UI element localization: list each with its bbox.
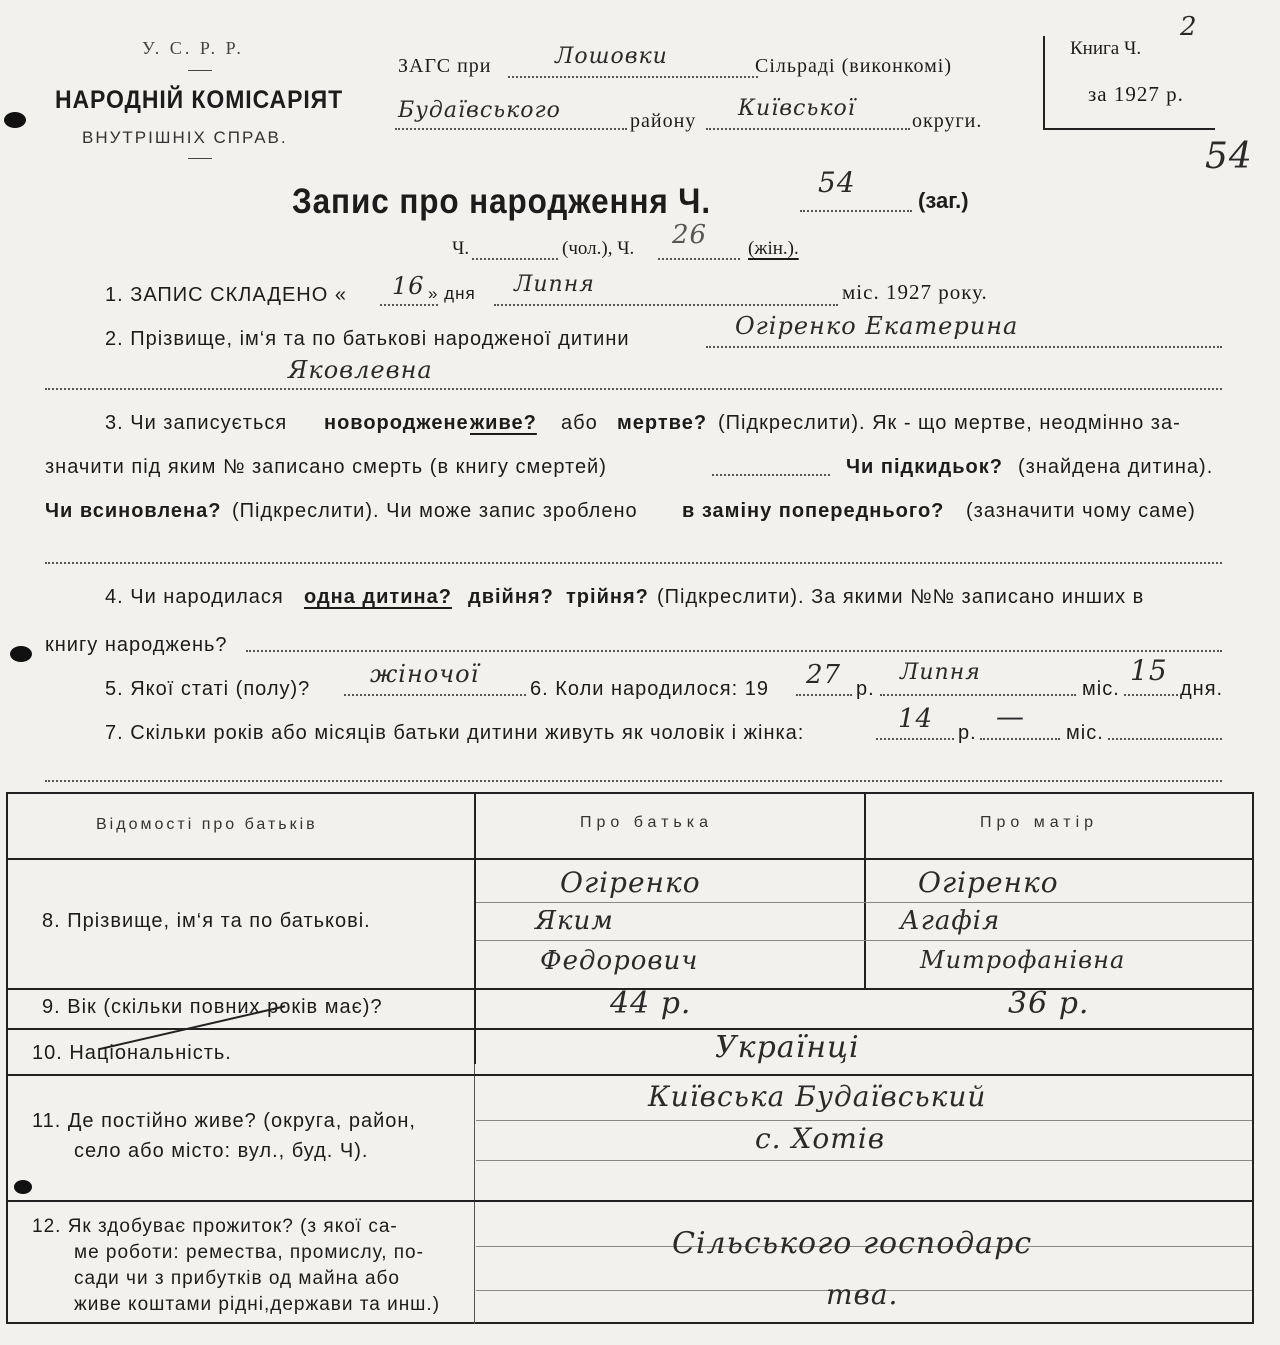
q1-tail: міс. 1927 року. — [842, 280, 988, 304]
village-suffix: Сільраді (виконкомі) — [755, 55, 953, 77]
q3-line2-c: (знайдена дитина). — [1018, 456, 1214, 478]
male-prefix: Ч. — [452, 238, 470, 259]
republic-label: У. С. Р. Р. — [142, 38, 244, 58]
birth-month-handwritten: Липня — [900, 660, 981, 685]
q10-label: 10. Національність. — [32, 1042, 232, 1064]
mother-age-handwritten: 36 р. — [1008, 986, 1090, 1021]
q3-line2-a: значити під яким № записано смерть (в книгу смертей) — [45, 456, 607, 478]
divider — [188, 70, 212, 71]
q6-mis-label: міс. — [1082, 678, 1120, 700]
table-header-info: Відомості про батьків — [96, 816, 318, 833]
q1-day-suffix: » дня — [428, 284, 476, 303]
mother-patronymic-handwritten: Митрофанівна — [920, 946, 1126, 974]
q4-line2: книгу народжень? — [45, 634, 228, 656]
q4-opt-one: одна дитина? — [304, 586, 452, 608]
father-age-handwritten: 44 р. — [610, 986, 692, 1021]
record-title: Запис про народження Ч. — [292, 182, 711, 221]
zags-prefix: ЗАГС при — [398, 55, 492, 77]
q3-foundling: Чи підкидьок? — [846, 456, 1003, 478]
q4-opt-two: двійня? — [468, 586, 554, 608]
birth-year-handwritten: 27 — [806, 660, 842, 690]
q6-label: 6. Коли народилося: 19 — [530, 678, 769, 700]
district-handwritten: Будаївського — [398, 98, 561, 123]
q11-label-2: село або місто: вул., буд. Ч). — [74, 1140, 369, 1162]
occupation-handwritten-1: Сільського господарс — [672, 1226, 1033, 1261]
book-number-handwritten: 2 — [1180, 12, 1198, 42]
punch-hole — [4, 112, 26, 128]
q4-opt-three: трійня? — [566, 586, 649, 608]
q9-label: 9. Вік (скільки повних років має)? — [42, 996, 383, 1018]
table-header-father: Про батька — [580, 814, 713, 831]
q1-label: 1. ЗАПИС СКЛАДЕНО « — [105, 284, 347, 306]
marriage-years-handwritten: 14 — [898, 704, 934, 734]
record-number-handwritten: 54 — [818, 166, 856, 199]
q3-line3-b: (Підкреслити). Чи може запис зроблено — [232, 500, 638, 522]
birth-day-handwritten: 15 — [1130, 654, 1168, 687]
q1-month-handwritten: Липня — [514, 272, 595, 297]
punch-hole — [10, 646, 32, 662]
q3-opt-dead: мертве? — [617, 412, 708, 434]
q5-label: 5. Якої статі (полу)? — [105, 678, 311, 700]
q3-adopted: Чи всиновлена? — [45, 500, 222, 522]
q6-day-label: дня. — [1180, 678, 1224, 700]
father-name-handwritten: Яким — [535, 906, 614, 936]
father-surname-handwritten: Огіренко — [560, 866, 701, 899]
nationality-handwritten: Українці — [715, 1030, 860, 1065]
q1-day-handwritten: 16 — [392, 272, 425, 300]
female-label: (жін.). — [748, 238, 799, 259]
q8-label: 8. Прізвище, ім‘я та по батькові. — [42, 910, 371, 932]
divider — [188, 158, 212, 159]
q4-num: 4. Чи народилася — [105, 586, 284, 608]
q3-opt-new: новороджене — [324, 412, 469, 434]
department-label: ВНУТРІШНІХ СПРАВ. — [82, 128, 288, 147]
q4-tail: (Підкреслити). За якими №№ записано инших в — [657, 586, 1145, 608]
male-label: (чол.), Ч. — [562, 238, 635, 259]
record-suffix: (заг.) — [918, 188, 969, 213]
q12-label-1: 12. Як здобуває прожиток? (з якої са- — [32, 1216, 398, 1237]
q3-opt-alive: живе? — [470, 412, 537, 434]
father-patronymic-handwritten: Федорович — [540, 946, 699, 976]
table-header-mother: Про матір — [980, 814, 1099, 831]
q12-label-4: живе коштами рідні,держави та инш.) — [74, 1294, 441, 1315]
q3-num: 3. Чи записується — [105, 412, 288, 434]
child-patronymic-handwritten: Яковлевна — [288, 356, 433, 384]
child-name-handwritten: Огіренко Екатерина — [735, 312, 1019, 340]
q7-mis-label: міс. — [1066, 722, 1104, 744]
q6-r-label: р. — [856, 678, 875, 700]
district-label: району — [630, 110, 697, 132]
sex-handwritten: жіночої — [370, 660, 480, 688]
okruha-handwritten: Київської — [738, 96, 856, 121]
corner-number-handwritten: 54 — [1205, 136, 1253, 177]
q3-line1-tail: (Підкреслити). Як - що мертве, неодмінно за- — [718, 412, 1181, 434]
commissariat-title: НАРОДНІЙ КОМІСАРІЯТ — [55, 86, 344, 114]
okruha-label: округи. — [912, 110, 983, 132]
q7-label: 7. Скільки років або місяців батьки дитини живуть як чоловік і жінка: — [105, 722, 805, 744]
q3-line3-d: (зазначити чому саме) — [966, 500, 1196, 522]
village-handwritten: Лошовки — [555, 44, 668, 69]
mother-name-handwritten: Агафія — [900, 906, 1001, 936]
mother-surname-handwritten: Огіренко — [918, 866, 1059, 899]
book-year: за 1927 р. — [1088, 82, 1184, 106]
residence-handwritten-2: с. Хотів — [755, 1122, 886, 1155]
book-label: Книга Ч. — [1070, 38, 1142, 59]
q7-r-label: р. — [958, 722, 977, 744]
q2-label: 2. Прізвище, ім‘я та по батькові народженої дитини — [105, 328, 630, 350]
occupation-handwritten-2: тва. — [826, 1278, 899, 1311]
q3-abo: або — [561, 412, 598, 434]
q11-label-1: 11. Де постійно живе? (округа, район, — [32, 1110, 416, 1132]
female-number-handwritten: 26 — [672, 220, 708, 250]
q12-label-3: сади чи з прибутків од майна або — [74, 1268, 400, 1289]
q12-label-2: ме роботи: ремества, промислу, по- — [74, 1242, 424, 1263]
marriage-months-handwritten: — — [996, 700, 1025, 733]
residence-handwritten-1: Київська Будаївський — [648, 1080, 987, 1113]
q3-replacement: в заміну попереднього? — [682, 500, 945, 522]
